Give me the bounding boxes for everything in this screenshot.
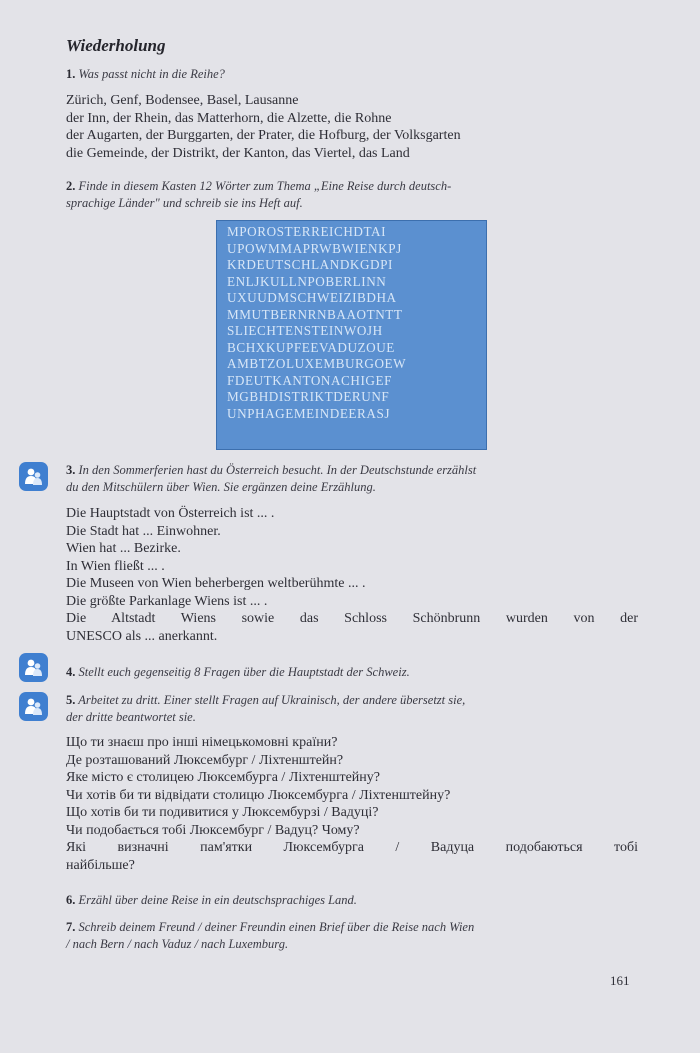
task-3-instruction — [66, 462, 638, 496]
task-3-number: 3. — [66, 463, 76, 477]
task-4-number: 4. — [66, 665, 76, 679]
grid-row: KRDEUTSCHLANDKGDPI — [227, 257, 393, 272]
task-1-line: der Augarten, der Burggarten, der Prater, die Hofburg, der Volksgarten — [66, 128, 461, 143]
task-4-instruction — [66, 664, 410, 681]
task-3-line: In Wien fließt ... . — [66, 558, 165, 574]
task-7-line-2: / nach Bern / nach Vaduz / nach Luxemburg. — [66, 937, 289, 951]
task-3-line: Die Museen von Wien beherbergen weltberühmte ... . — [66, 576, 366, 591]
pair-work-icon — [19, 653, 48, 682]
grid-row: MGBHDISTRIKTDERUNF — [227, 389, 390, 404]
task-5-line: Чи подобається тобі Люксембург / Вадуц? Чому? — [66, 822, 360, 838]
task-3-line-1: In den Sommerferien hast du Österreich besucht. In der Deutschstunde erzählst — [78, 463, 477, 477]
task-5-line: Де розташований Люксембург / Ліхтенштейн? — [66, 752, 344, 768]
task-5-instruction — [66, 692, 638, 726]
task-1-line: die Gemeinde, der Distrikt, der Kanton, das Viertel, das Land — [66, 145, 410, 161]
grid-row: MMUTBERNRNBAAOTNTT — [227, 306, 403, 322]
grid-row: UXUUDMSCHWEIZIBDHA — [227, 290, 397, 305]
task-7-line-1: Schreib deinem Freund / deiner Freundin einen Brief über die Reise nach Wien — [78, 920, 475, 934]
task-5-line: Що хотів би ти подивитися у Люксембурзі / Вадуці? — [66, 805, 379, 820]
page-heading: Wiederholung — [66, 36, 166, 55]
task-5-line: Яке місто є столицею Люксембурга / Ліхтенштейну? — [66, 770, 380, 785]
task-1-lines — [66, 92, 461, 162]
grid-row: UPOWMMAPRWBWIENKPJ — [227, 240, 402, 256]
grid-row: AMBTZOLUXEMBURGOEW — [227, 356, 407, 371]
task-7-instruction — [66, 919, 638, 953]
task-1-text: Was passt nicht in die Reihe? — [78, 67, 225, 81]
task-2-number: 2. — [66, 179, 76, 193]
pair-work-icon — [19, 462, 48, 491]
group-work-icon — [19, 692, 48, 721]
grid-row: MPOROSTERREICHDTAI — [227, 224, 387, 239]
task-2-instruction — [66, 178, 638, 212]
task-7-number: 7. — [66, 920, 76, 934]
task-6-text: Erzähl über deine Reise in ein deutschsprachiges Land. — [78, 893, 357, 907]
task-5-line-1: Arbeitet zu dritt. Einer stellt Fragen auf Ukrainisch, der andere übersetzt sie, — [78, 693, 466, 707]
task-1-line: Zürich, Genf, Bodensee, Basel, Lausanne — [66, 93, 299, 108]
task-5-line: Які визначні пам'ятки Люксембурга / Вадуца подобаються тобі — [66, 840, 638, 855]
task-5-lines — [66, 734, 638, 874]
task-2-line-2: sprachige Länder" und schreib sie ins Heft auf. — [66, 196, 303, 210]
task-3-line: Die Stadt hat ... Einwohner. — [66, 523, 221, 539]
page-number: 161 — [610, 973, 630, 988]
task-1-instruction — [66, 66, 225, 83]
task-5-line: Чи хотів би ти відвідати столицю Люксембурга / Ліхтенштейну? — [66, 787, 451, 803]
task-5-number: 5. — [66, 693, 76, 707]
task-3-line: UNESCO als ... anerkannt. — [66, 628, 218, 644]
task-1-line: der Inn, der Rhein, das Matterhorn, die Alzette, die Rohne — [66, 110, 392, 126]
task-3-line-2: du den Mitschülern über Wien. Sie ergänzen deine Erzählung. — [66, 480, 376, 494]
task-6-number: 6. — [66, 893, 76, 907]
task-3-lines — [66, 505, 638, 645]
task-3-line: Die größte Parkanlage Wiens ist ... . — [66, 593, 268, 609]
grid-row: ENLJKULLNPOBERLINN — [227, 273, 387, 289]
task-4-text: Stellt euch gegenseitig 8 Fragen über die Hauptstadt der Schweiz. — [78, 665, 410, 679]
task-3-line: Wien hat ... Bezirke. — [66, 541, 181, 556]
grid-row: BCHXKUPFEEVADUZOUE — [227, 339, 395, 355]
task-1-number: 1. — [66, 67, 76, 81]
task-5-line: Що ти знаєш про інші німецькомовні країни? — [66, 735, 338, 750]
task-3-line: Die Altstadt Wiens sowie das Schloss Schönbrunn wurden von der — [66, 611, 638, 626]
task-5-line-2: der dritte beantwortet sie. — [66, 710, 196, 724]
task-5-line: найбільше? — [66, 857, 135, 873]
grid-row: UNPHAGEMEINDEERASJ — [227, 405, 391, 421]
word-search-grid — [216, 220, 487, 450]
task-6-instruction — [66, 892, 357, 909]
task-2-line-1: Finde in diesem Kasten 12 Wörter zum Thema „Eine Reise durch deutsch- — [78, 179, 452, 193]
grid-row: SLIECHTENSTEINWOJH — [227, 323, 383, 338]
task-3-line: Die Hauptstadt von Österreich ist ... . — [66, 506, 275, 521]
grid-row: FDEUTKANTONACHIGEF — [227, 372, 392, 388]
